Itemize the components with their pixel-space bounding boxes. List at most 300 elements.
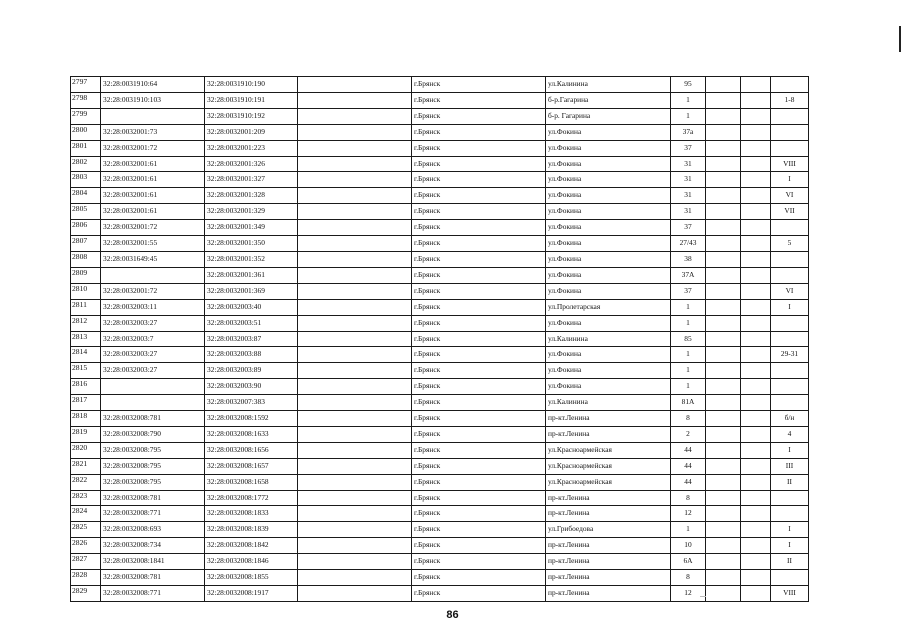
row-number: 2819 xyxy=(71,426,101,442)
table-row xyxy=(71,283,809,299)
house-number-cell: 6А xyxy=(671,554,706,570)
table-row xyxy=(71,570,809,586)
empty-cell xyxy=(298,570,412,586)
city-cell: г.Брянск xyxy=(412,426,546,442)
row-number: 2797 xyxy=(71,77,101,93)
apartment-cell: I xyxy=(771,299,809,315)
empty-cell xyxy=(706,538,741,554)
empty-cell xyxy=(741,267,771,283)
apartment-cell xyxy=(771,379,809,395)
street-cell: ул.Фокина xyxy=(546,251,671,267)
apartment-cell xyxy=(771,395,809,411)
empty-cell xyxy=(298,315,412,331)
house-number-cell: 12 xyxy=(671,506,706,522)
house-number-cell: 10 xyxy=(671,538,706,554)
empty-cell xyxy=(298,522,412,538)
empty-cell xyxy=(706,315,741,331)
empty-cell xyxy=(741,490,771,506)
table-row xyxy=(71,490,809,506)
table-row xyxy=(71,108,809,124)
row-number: 2807 xyxy=(71,236,101,252)
empty-cell xyxy=(706,570,741,586)
cadastral-number-cell: 32:28:0032008:1846 xyxy=(205,554,298,570)
apartment-cell: VIII xyxy=(771,586,809,602)
empty-cell xyxy=(706,490,741,506)
cadastral-number-cell: 32:28:0031910:190 xyxy=(205,77,298,93)
street-cell: пр-кт.Ленина xyxy=(546,426,671,442)
house-number-cell: 8 xyxy=(671,411,706,427)
city-cell: г.Брянск xyxy=(412,283,546,299)
row-number: 2808 xyxy=(71,251,101,267)
city-cell: г.Брянск xyxy=(412,220,546,236)
row-number: 2813 xyxy=(71,331,101,347)
cadastral-number-cell: 32:28:0032003:89 xyxy=(205,363,298,379)
city-cell: г.Брянск xyxy=(412,77,546,93)
empty-cell xyxy=(706,283,741,299)
empty-cell xyxy=(706,299,741,315)
house-number-cell: 1 xyxy=(671,108,706,124)
apartment-cell xyxy=(771,77,809,93)
street-cell: ул.Фокина xyxy=(546,283,671,299)
row-number: 2802 xyxy=(71,156,101,172)
house-number-cell: 44 xyxy=(671,442,706,458)
row-number: 2825 xyxy=(71,522,101,538)
quarter-number-cell xyxy=(101,108,205,124)
empty-cell xyxy=(298,124,412,140)
house-number-cell: 1 xyxy=(671,522,706,538)
empty-cell xyxy=(298,490,412,506)
city-cell: г.Брянск xyxy=(412,411,546,427)
empty-cell xyxy=(706,188,741,204)
house-number-cell: 37а xyxy=(671,124,706,140)
house-number-cell: 31 xyxy=(671,156,706,172)
cadastral-number-cell: 32:28:0032001:329 xyxy=(205,204,298,220)
cadastral-number-cell: 32:28:0032008:1917 xyxy=(205,586,298,602)
city-cell: г.Брянск xyxy=(412,267,546,283)
empty-cell xyxy=(706,426,741,442)
apartment-cell xyxy=(771,331,809,347)
quarter-number-cell: 32:28:0032008:795 xyxy=(101,442,205,458)
apartment-cell xyxy=(771,506,809,522)
table-row xyxy=(71,220,809,236)
city-cell: г.Брянск xyxy=(412,395,546,411)
house-number-cell: 1 xyxy=(671,299,706,315)
row-number: 2820 xyxy=(71,442,101,458)
table-row xyxy=(71,458,809,474)
house-number-cell: 27/43 xyxy=(671,236,706,252)
house-number-cell: 95 xyxy=(671,77,706,93)
empty-cell xyxy=(741,347,771,363)
street-cell: ул.Фокина xyxy=(546,379,671,395)
empty-cell xyxy=(298,236,412,252)
empty-cell xyxy=(706,172,741,188)
empty-cell xyxy=(298,506,412,522)
row-number: 2803 xyxy=(71,172,101,188)
empty-cell xyxy=(298,363,412,379)
apartment-cell: 29-31 xyxy=(771,347,809,363)
table-row xyxy=(71,299,809,315)
quarter-number-cell: 32:28:0032001:72 xyxy=(101,220,205,236)
street-cell: ул.Фокина xyxy=(546,220,671,236)
empty-cell xyxy=(741,92,771,108)
street-cell: ул.Пролетарская xyxy=(546,299,671,315)
empty-cell xyxy=(706,347,741,363)
empty-cell xyxy=(741,395,771,411)
street-cell: ул.Фокина xyxy=(546,140,671,156)
empty-cell xyxy=(741,220,771,236)
quarter-number-cell: 32:28:0032003:7 xyxy=(101,331,205,347)
empty-cell xyxy=(706,124,741,140)
apartment-cell: II xyxy=(771,554,809,570)
apartment-cell: VI xyxy=(771,283,809,299)
house-number-cell: 31 xyxy=(671,188,706,204)
table-row xyxy=(71,77,809,93)
empty-cell xyxy=(706,586,741,602)
quarter-number-cell: 32:28:0031910:103 xyxy=(101,92,205,108)
row-number: 2815 xyxy=(71,363,101,379)
house-number-cell: 81А xyxy=(671,395,706,411)
house-number-cell: 12 xyxy=(671,586,706,602)
quarter-number-cell: 32:28:0032001:61 xyxy=(101,156,205,172)
apartment-cell: VII xyxy=(771,204,809,220)
empty-cell xyxy=(298,426,412,442)
city-cell: г.Брянск xyxy=(412,586,546,602)
row-number: 2805 xyxy=(71,204,101,220)
cadastral-number-cell: 32:28:0032001:361 xyxy=(205,267,298,283)
cadastral-number-cell: 32:28:0032008:1592 xyxy=(205,411,298,427)
city-cell: г.Брянск xyxy=(412,474,546,490)
apartment-cell xyxy=(771,363,809,379)
apartment-cell: I xyxy=(771,172,809,188)
apartment-cell: 5 xyxy=(771,236,809,252)
quarter-number-cell: 32:28:0032001:72 xyxy=(101,283,205,299)
scan-speck xyxy=(700,596,706,597)
table-row xyxy=(71,331,809,347)
street-cell: ул.Фокина xyxy=(546,124,671,140)
city-cell: г.Брянск xyxy=(412,554,546,570)
empty-cell xyxy=(706,140,741,156)
street-cell: пр-кт.Ленина xyxy=(546,586,671,602)
city-cell: г.Брянск xyxy=(412,458,546,474)
house-number-cell: 44 xyxy=(671,458,706,474)
row-number: 2800 xyxy=(71,124,101,140)
city-cell: г.Брянск xyxy=(412,188,546,204)
empty-cell xyxy=(741,283,771,299)
row-number: 2817 xyxy=(71,395,101,411)
row-number: 2814 xyxy=(71,347,101,363)
cadastral-number-cell: 32:28:0031910:191 xyxy=(205,92,298,108)
empty-cell xyxy=(741,331,771,347)
street-cell: пр-кт.Ленина xyxy=(546,570,671,586)
empty-cell xyxy=(298,251,412,267)
table-row xyxy=(71,267,809,283)
empty-cell xyxy=(706,554,741,570)
house-number-cell: 2 xyxy=(671,426,706,442)
street-cell: пр-кт.Ленина xyxy=(546,554,671,570)
table-row xyxy=(71,426,809,442)
apartment-cell: I xyxy=(771,442,809,458)
empty-cell xyxy=(706,363,741,379)
city-cell: г.Брянск xyxy=(412,172,546,188)
quarter-number-cell: 32:28:0032008:781 xyxy=(101,490,205,506)
city-cell: г.Брянск xyxy=(412,331,546,347)
empty-cell xyxy=(298,220,412,236)
house-number-cell: 37 xyxy=(671,283,706,299)
empty-cell xyxy=(741,570,771,586)
cadastral-number-cell: 32:28:0032001:327 xyxy=(205,172,298,188)
quarter-number-cell: 32:28:0032001:73 xyxy=(101,124,205,140)
street-cell: ул.Калинина xyxy=(546,395,671,411)
empty-cell xyxy=(741,108,771,124)
empty-cell xyxy=(741,379,771,395)
cadastral-number-cell: 32:28:0032003:87 xyxy=(205,331,298,347)
city-cell: г.Брянск xyxy=(412,236,546,252)
empty-cell xyxy=(706,236,741,252)
empty-cell xyxy=(741,172,771,188)
house-number-cell: 37А xyxy=(671,267,706,283)
empty-cell xyxy=(741,426,771,442)
row-number: 2821 xyxy=(71,458,101,474)
cadastral-number-cell: 32:28:0032001:223 xyxy=(205,140,298,156)
table-row xyxy=(71,156,809,172)
empty-cell xyxy=(298,299,412,315)
empty-cell xyxy=(741,77,771,93)
empty-cell xyxy=(741,236,771,252)
table-row xyxy=(71,554,809,570)
cadastral-number-cell: 32:28:0032001:349 xyxy=(205,220,298,236)
city-cell: г.Брянск xyxy=(412,379,546,395)
apartment-cell: II xyxy=(771,474,809,490)
apartment-cell xyxy=(771,490,809,506)
row-number: 2816 xyxy=(71,379,101,395)
row-number: 2809 xyxy=(71,267,101,283)
apartment-cell: 1-8 xyxy=(771,92,809,108)
empty-cell xyxy=(706,156,741,172)
table-row xyxy=(71,315,809,331)
street-cell: ул.Фокина xyxy=(546,172,671,188)
empty-cell xyxy=(706,458,741,474)
table-row xyxy=(71,474,809,490)
quarter-number-cell: 32:28:0032008:781 xyxy=(101,570,205,586)
empty-cell xyxy=(741,411,771,427)
city-cell: г.Брянск xyxy=(412,522,546,538)
empty-cell xyxy=(741,442,771,458)
row-number: 2801 xyxy=(71,140,101,156)
street-cell: ул.Фокина xyxy=(546,156,671,172)
empty-cell xyxy=(298,156,412,172)
cadastral-number-cell: 32:28:0032003:51 xyxy=(205,315,298,331)
empty-cell xyxy=(741,156,771,172)
cadastral-number-cell: 32:28:0032001:352 xyxy=(205,251,298,267)
apartment-cell: VI xyxy=(771,188,809,204)
cadastral-number-cell: 32:28:0032008:1657 xyxy=(205,458,298,474)
city-cell: г.Брянск xyxy=(412,538,546,554)
street-cell: ул.Фокина xyxy=(546,363,671,379)
house-number-cell: 1 xyxy=(671,315,706,331)
city-cell: г.Брянск xyxy=(412,204,546,220)
table-row xyxy=(71,395,809,411)
cadastral-number-cell: 32:28:0032003:40 xyxy=(205,299,298,315)
cadastral-number-cell: 32:28:0032001:369 xyxy=(205,283,298,299)
empty-cell xyxy=(741,522,771,538)
apartment-cell xyxy=(771,251,809,267)
house-number-cell: 85 xyxy=(671,331,706,347)
table-row xyxy=(71,251,809,267)
table-row xyxy=(71,522,809,538)
quarter-number-cell: 32:28:0032008:693 xyxy=(101,522,205,538)
empty-cell xyxy=(298,140,412,156)
page-number: 86 xyxy=(446,609,459,621)
empty-cell xyxy=(706,522,741,538)
row-number: 2806 xyxy=(71,220,101,236)
empty-cell xyxy=(741,586,771,602)
cadastral-number-cell: 32:28:0032008:1656 xyxy=(205,442,298,458)
quarter-number-cell: 32:28:0032008:771 xyxy=(101,506,205,522)
quarter-number-cell: 32:28:0031649:45 xyxy=(101,251,205,267)
empty-cell xyxy=(706,379,741,395)
table-row xyxy=(71,172,809,188)
quarter-number-cell: 32:28:0032008:790 xyxy=(101,426,205,442)
empty-cell xyxy=(706,220,741,236)
house-number-cell: 1 xyxy=(671,92,706,108)
street-cell: ул.Фокина xyxy=(546,315,671,331)
registry-body xyxy=(71,77,809,602)
cadastral-number-cell: 32:28:0032008:1633 xyxy=(205,426,298,442)
quarter-number-cell: 32:28:0032003:27 xyxy=(101,363,205,379)
row-number: 2812 xyxy=(71,315,101,331)
apartment-cell xyxy=(771,124,809,140)
street-cell: ул.Калинина xyxy=(546,331,671,347)
table-row xyxy=(71,379,809,395)
cadastral-number-cell: 32:28:0032001:209 xyxy=(205,124,298,140)
empty-cell xyxy=(298,554,412,570)
quarter-number-cell: 32:28:0031910:64 xyxy=(101,77,205,93)
empty-cell xyxy=(741,554,771,570)
empty-cell xyxy=(706,204,741,220)
street-cell: ул.Фокина xyxy=(546,347,671,363)
empty-cell xyxy=(706,251,741,267)
city-cell: г.Брянск xyxy=(412,108,546,124)
quarter-number-cell: 32:28:0032003:27 xyxy=(101,315,205,331)
table-row xyxy=(71,411,809,427)
empty-cell xyxy=(706,92,741,108)
empty-cell xyxy=(706,506,741,522)
empty-cell xyxy=(706,442,741,458)
empty-cell xyxy=(706,395,741,411)
empty-cell xyxy=(298,267,412,283)
empty-cell xyxy=(298,395,412,411)
quarter-number-cell: 32:28:0032008:1841 xyxy=(101,554,205,570)
city-cell: г.Брянск xyxy=(412,506,546,522)
row-number: 2824 xyxy=(71,506,101,522)
street-cell: пр-кт.Ленина xyxy=(546,490,671,506)
apartment-cell xyxy=(771,108,809,124)
empty-cell xyxy=(706,77,741,93)
apartment-cell: I xyxy=(771,538,809,554)
empty-cell xyxy=(298,108,412,124)
empty-cell xyxy=(298,538,412,554)
empty-cell xyxy=(298,77,412,93)
table-row xyxy=(71,92,809,108)
empty-cell xyxy=(706,474,741,490)
empty-cell xyxy=(298,442,412,458)
empty-cell xyxy=(741,204,771,220)
table-row xyxy=(71,442,809,458)
house-number-cell: 1 xyxy=(671,363,706,379)
empty-cell xyxy=(298,331,412,347)
house-number-cell: 44 xyxy=(671,474,706,490)
city-cell: г.Брянск xyxy=(412,363,546,379)
cadastral-number-cell: 32:28:0032001:350 xyxy=(205,236,298,252)
empty-cell xyxy=(298,188,412,204)
row-number: 2828 xyxy=(71,570,101,586)
empty-cell xyxy=(298,204,412,220)
empty-cell xyxy=(741,363,771,379)
row-number: 2818 xyxy=(71,411,101,427)
house-number-cell: 8 xyxy=(671,490,706,506)
row-number: 2827 xyxy=(71,554,101,570)
table-row xyxy=(71,236,809,252)
empty-cell xyxy=(298,92,412,108)
empty-cell xyxy=(298,379,412,395)
table-row xyxy=(71,506,809,522)
quarter-number-cell: 32:28:0032008:771 xyxy=(101,586,205,602)
street-cell: ул.Фокина xyxy=(546,267,671,283)
apartment-cell: б/н xyxy=(771,411,809,427)
row-number: 2822 xyxy=(71,474,101,490)
city-cell: г.Брянск xyxy=(412,140,546,156)
house-number-cell: 37 xyxy=(671,220,706,236)
street-cell: ул.Красноармейская xyxy=(546,474,671,490)
empty-cell xyxy=(741,188,771,204)
cadastral-number-cell: 32:28:0032001:326 xyxy=(205,156,298,172)
cadastral-number-cell: 32:28:0032008:1855 xyxy=(205,570,298,586)
house-number-cell: 1 xyxy=(671,347,706,363)
street-cell: пр-кт.Ленина xyxy=(546,411,671,427)
cadastral-number-cell: 32:28:0032008:1833 xyxy=(205,506,298,522)
table-row xyxy=(71,586,809,602)
row-number: 2823 xyxy=(71,490,101,506)
house-number-cell: 38 xyxy=(671,251,706,267)
quarter-number-cell: 32:28:0032008:734 xyxy=(101,538,205,554)
quarter-number-cell xyxy=(101,379,205,395)
empty-cell xyxy=(741,474,771,490)
city-cell: г.Брянск xyxy=(412,92,546,108)
quarter-number-cell: 32:28:0032001:55 xyxy=(101,236,205,252)
empty-cell xyxy=(741,251,771,267)
table-row xyxy=(71,204,809,220)
empty-cell xyxy=(298,458,412,474)
empty-cell xyxy=(706,411,741,427)
apartment-cell xyxy=(771,267,809,283)
street-cell: б-р.Гагарина xyxy=(546,92,671,108)
row-number: 2829 xyxy=(71,586,101,602)
table-row xyxy=(71,124,809,140)
cadastral-number-cell: 32:28:0032007:383 xyxy=(205,395,298,411)
quarter-number-cell xyxy=(101,395,205,411)
cadastral-number-cell: 32:28:0032008:1842 xyxy=(205,538,298,554)
quarter-number-cell: 32:28:0032001:72 xyxy=(101,140,205,156)
empty-cell xyxy=(741,140,771,156)
table-row xyxy=(71,538,809,554)
cadastral-number-cell: 32:28:0032008:1658 xyxy=(205,474,298,490)
row-number: 2804 xyxy=(71,188,101,204)
empty-cell xyxy=(706,331,741,347)
street-cell: ул.Фокина xyxy=(546,236,671,252)
street-cell: ул.Фокина xyxy=(546,204,671,220)
cadastral-number-cell: 32:28:0032008:1839 xyxy=(205,522,298,538)
house-number-cell: 8 xyxy=(671,570,706,586)
